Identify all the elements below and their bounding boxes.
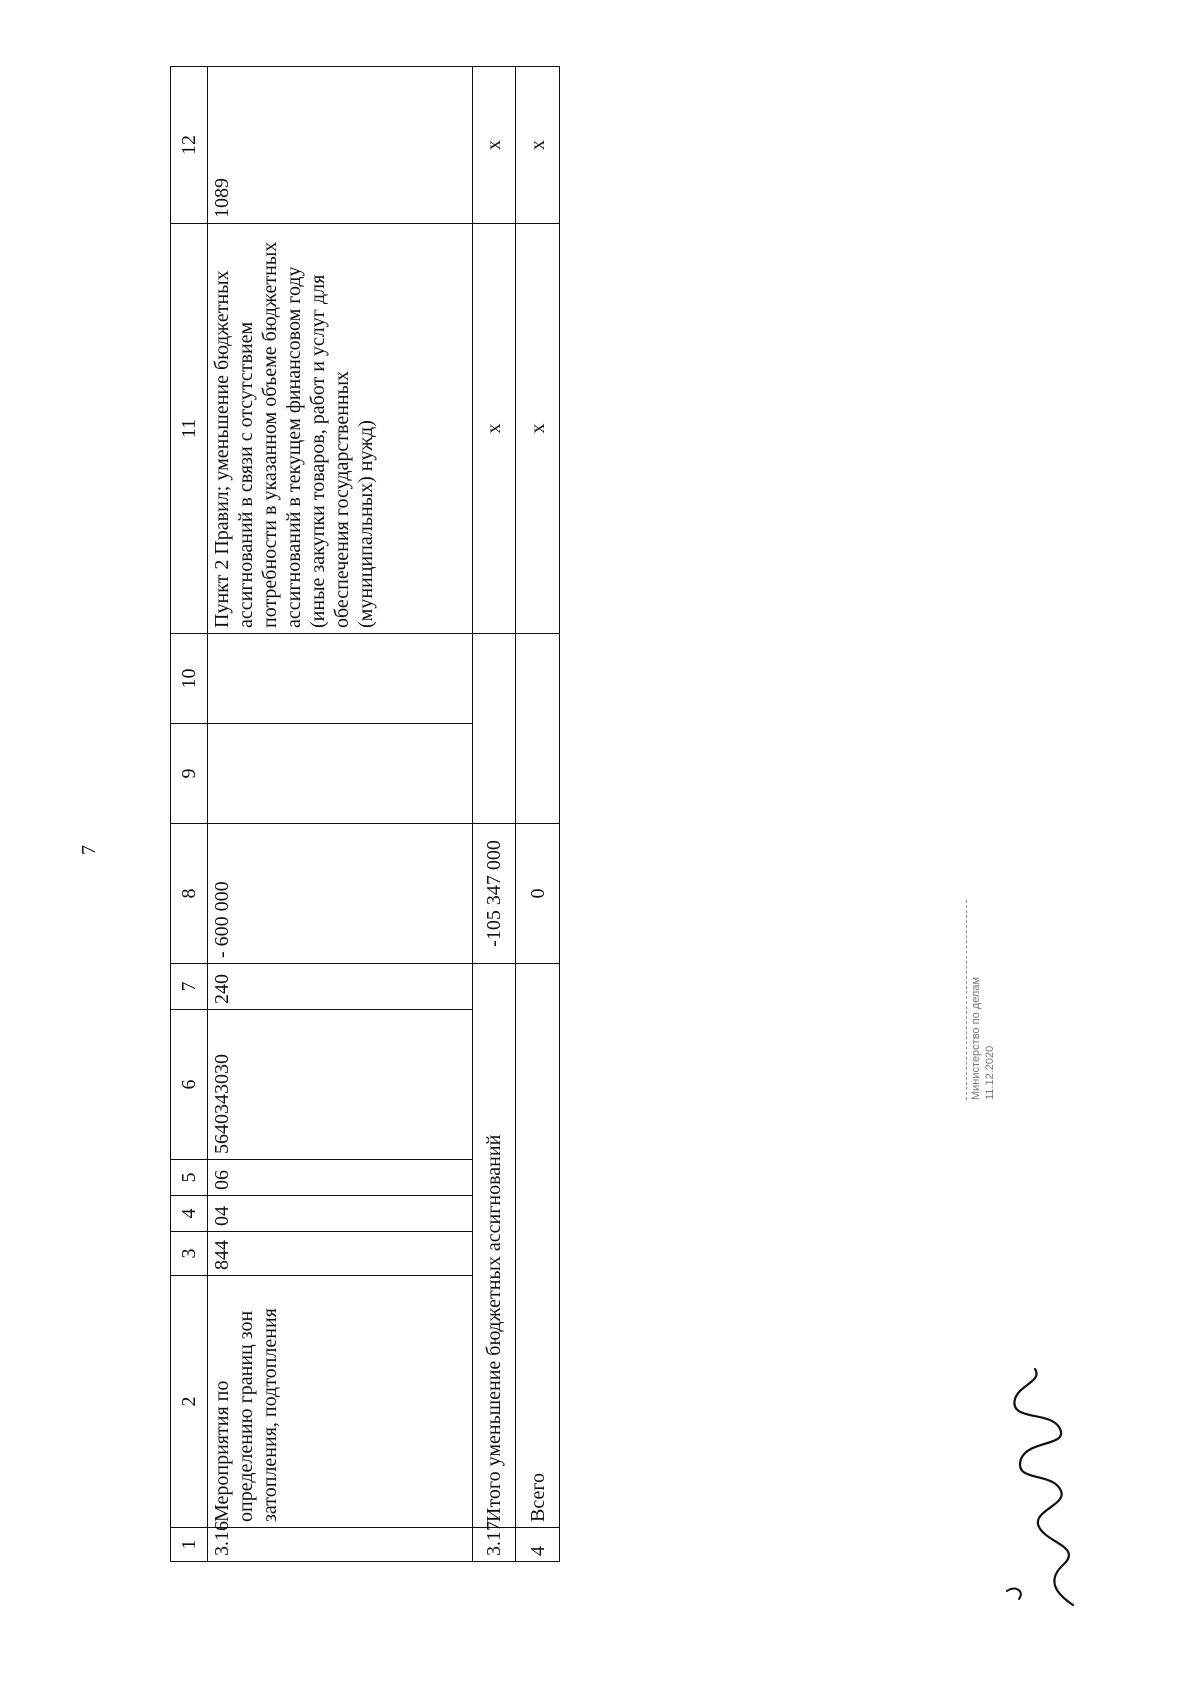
stamp-line-2: 11.12.2020 <box>984 1045 997 1100</box>
row-number: 4 <box>516 1528 560 1562</box>
section-code: 04 <box>207 1196 472 1232</box>
signature-stroke <box>1014 1369 1073 1605</box>
signature-mark <box>1007 1589 1021 1599</box>
col12-mark: х <box>472 67 516 224</box>
col10-cell <box>207 634 472 724</box>
subtotal-label: Итого уменьшение бюджетных ассигнований <box>472 964 516 1528</box>
ministry-stamp <box>966 870 1036 1100</box>
row-number: 3.17 <box>472 1528 516 1562</box>
target-article-code: 5640343030 <box>207 1010 472 1160</box>
header-cell: 9 <box>171 724 208 824</box>
reference-number: 1089 <box>207 67 472 224</box>
total-label: Всего <box>516 964 560 1528</box>
subsection-code: 06 <box>207 1160 472 1196</box>
header-cell: 2 <box>171 1276 208 1528</box>
header-cell: 3 <box>171 1232 208 1276</box>
header-cell: 1 <box>171 1528 208 1562</box>
ministry-code: 844 <box>207 1232 472 1276</box>
row-number: 3.16 <box>207 1528 472 1562</box>
table-row-total <box>516 67 560 1562</box>
measure-name: Мероприятия по определению границ зон затопления, подтопления <box>207 1276 472 1528</box>
header-cell: 4 <box>171 1196 208 1232</box>
table-row-3-17 <box>472 67 516 1562</box>
header-cell: 11 <box>171 224 208 634</box>
header-cell: 6 <box>171 1010 208 1160</box>
subtotal-amount: -105 347 000 <box>472 824 516 964</box>
signature-image <box>985 1355 1095 1615</box>
stamp-line-1: Министерство по делам <box>970 976 982 1100</box>
table-header-row <box>171 67 208 1562</box>
header-cell: 12 <box>171 67 208 224</box>
total-amount: 0 <box>516 824 560 964</box>
budget-table-rotated <box>170 67 560 1562</box>
col11-mark: х <box>516 224 560 634</box>
header-cell: 5 <box>171 1160 208 1196</box>
col11-mark: х <box>472 224 516 634</box>
table-row-3-16 <box>207 67 472 1562</box>
budget-allocation-table <box>170 66 560 1562</box>
empty-cell <box>472 634 516 824</box>
header-cell: 8 <box>171 824 208 964</box>
col9-cell <box>207 724 472 824</box>
amount-change: - 600 000 <box>207 824 472 964</box>
page-number: 7 <box>78 845 100 855</box>
stamp-rule <box>966 900 967 1100</box>
header-cell: 7 <box>171 964 208 1010</box>
col12-mark: х <box>516 67 560 224</box>
empty-cell <box>516 634 560 824</box>
justification-text: Пункт 2 Правил; уменьшение бюджетных ассигнований в связи с отсутствием потребности в указанном объеме бюджетных ассигнований в текущем финансовом году (иные закупки товаров, работ и услуг для обеспечения государственных (муниципальных) нужд) <box>207 224 472 634</box>
header-cell: 10 <box>171 634 208 724</box>
expense-type-code: 240 <box>207 964 472 1010</box>
